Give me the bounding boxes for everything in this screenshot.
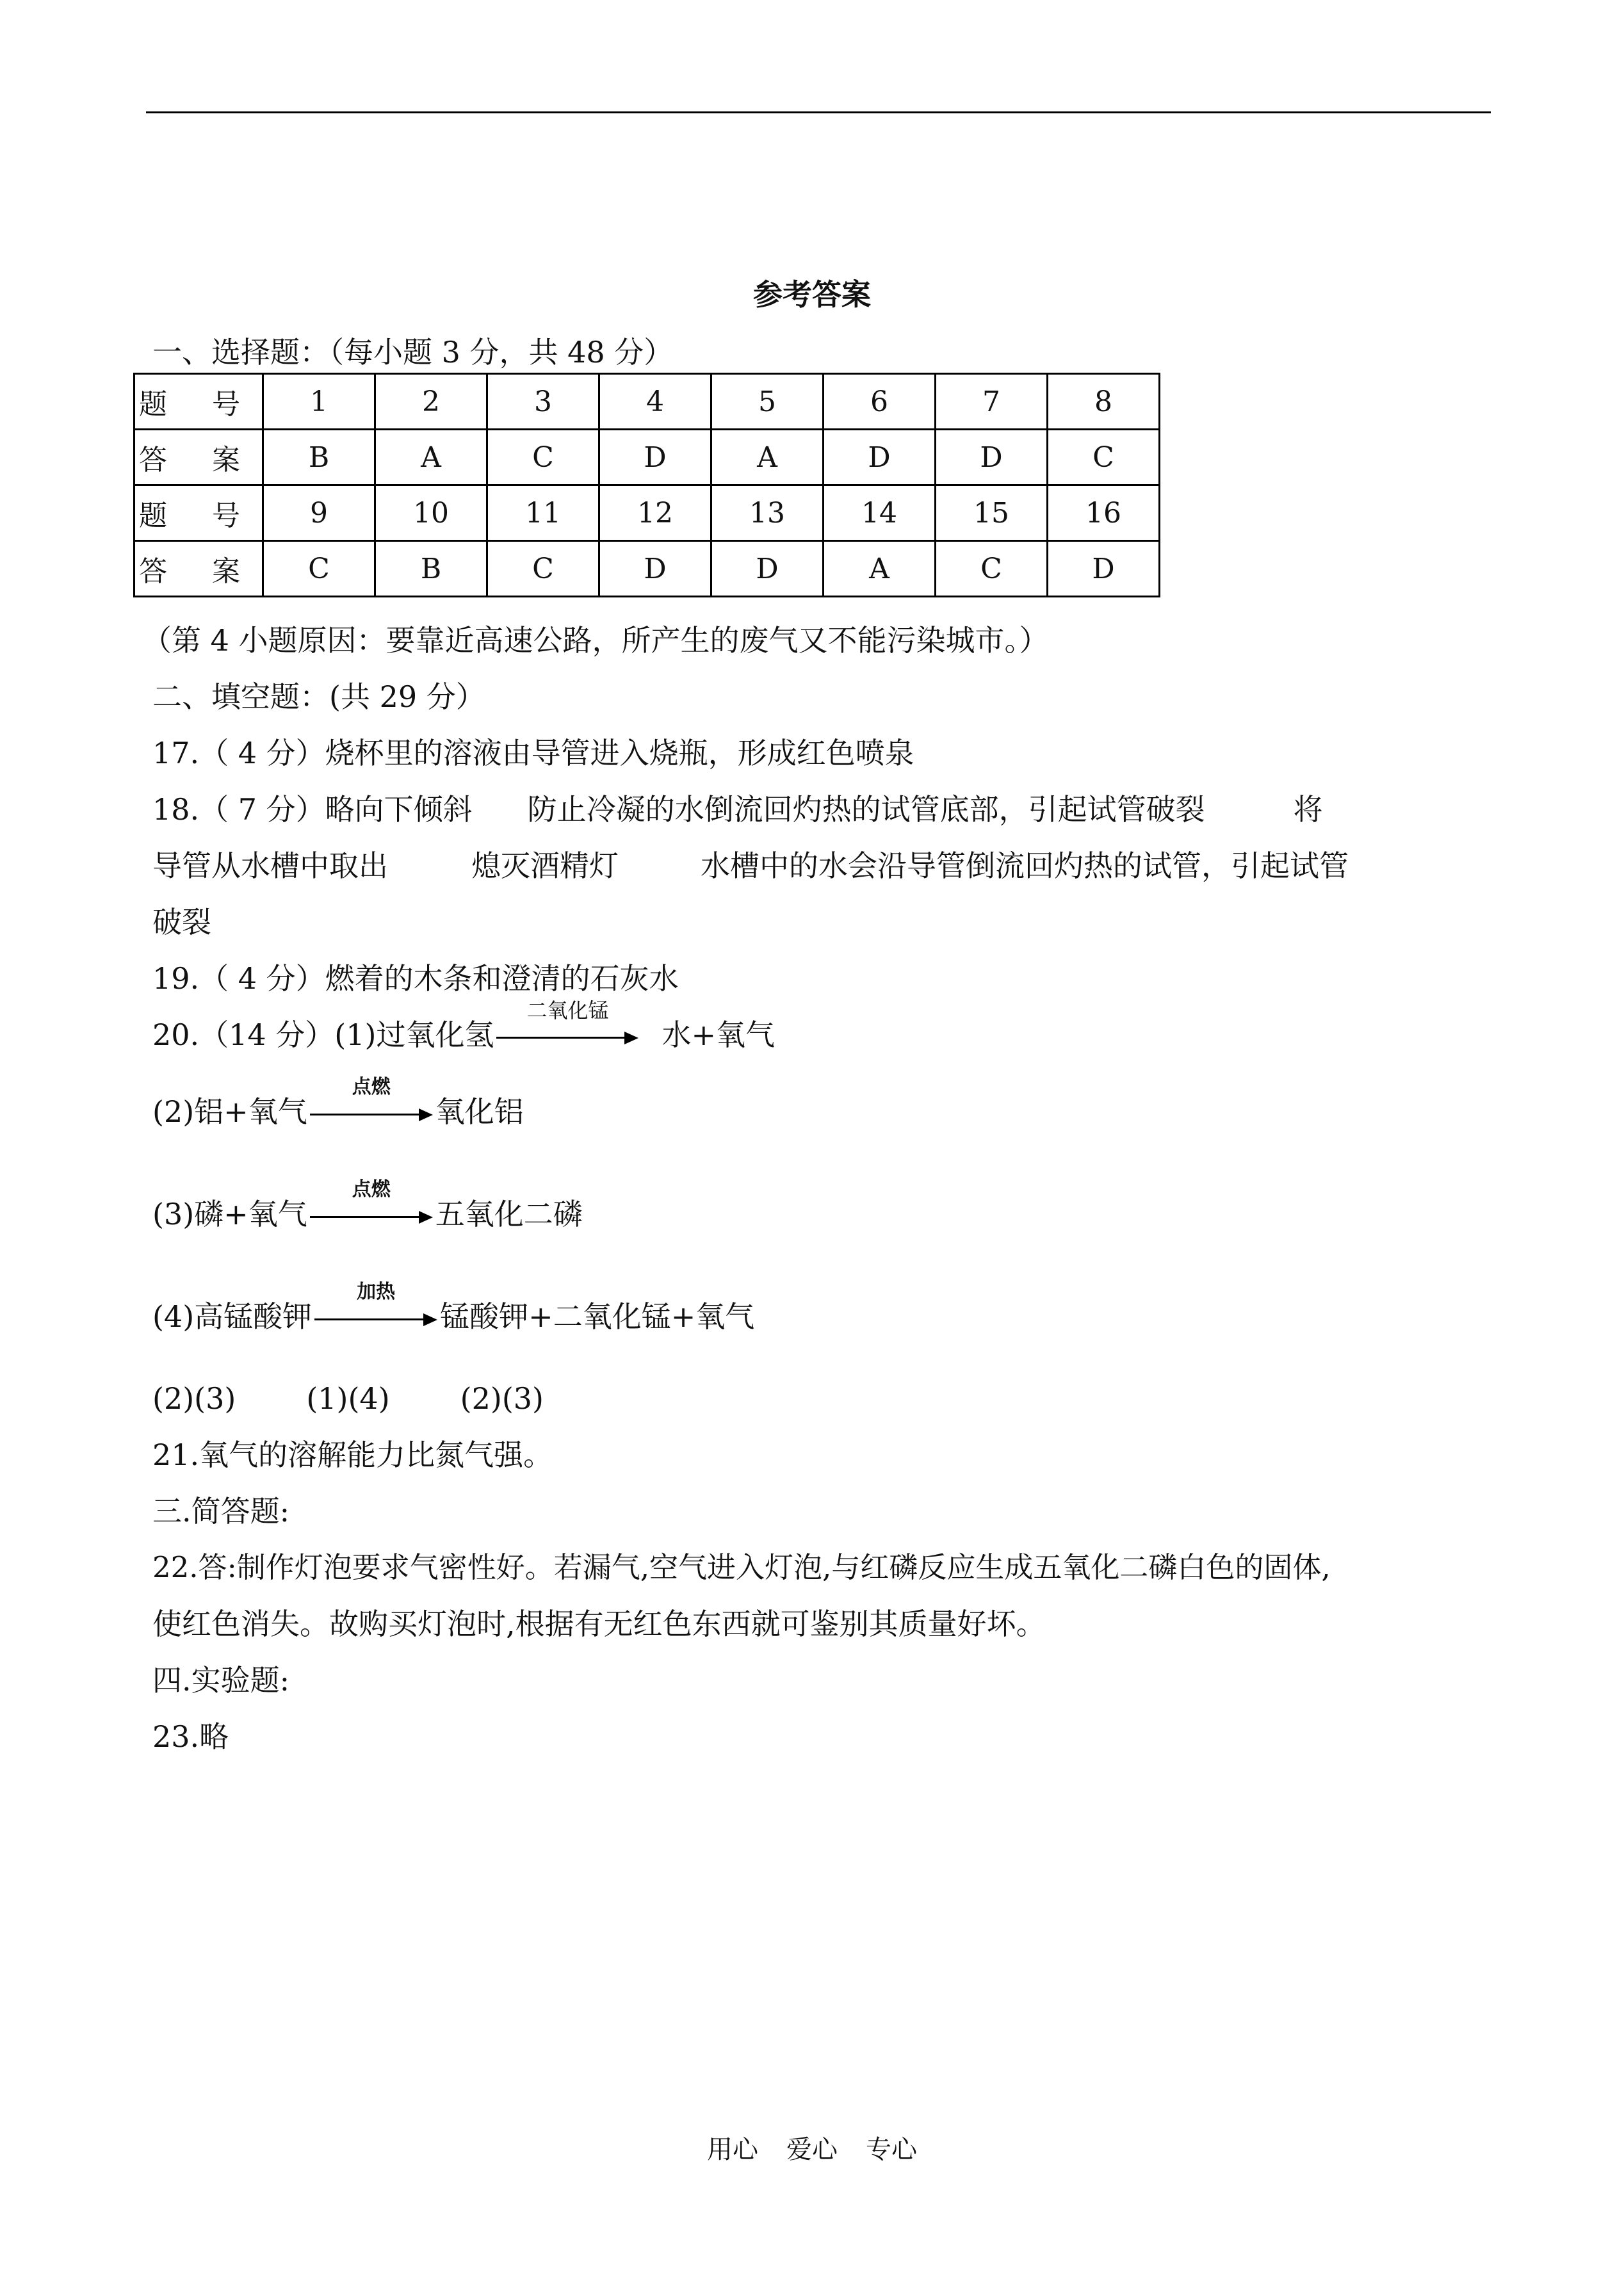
q20-1-reactant: 20.（14 分）(1)过氧化氢 [152,1018,494,1052]
table-cell: C [487,541,599,597]
q20-3-product: 五氧化二磷 [435,1197,583,1231]
q18-part: 将 [1293,792,1323,827]
table-cell: C [263,541,375,597]
q20-type: (1)(4) [306,1381,390,1416]
section2-heading: 二、填空题：(共 29 分） [152,679,485,714]
table-cell: C [936,541,1048,597]
reaction-arrow [312,1281,440,1336]
table-cell: A [824,541,936,597]
answer-q20-4 [152,1281,755,1336]
table-cell: A [711,430,824,485]
table-cell: 8 [1048,374,1160,430]
answer-q21: 21.氧气的溶解能力比氮气强。 [152,1438,553,1472]
reaction-arrow [307,1076,435,1131]
answer-q18-line3: 破裂 [152,905,211,939]
table-cell: B [375,541,487,597]
page-title: 参考答案 [753,277,871,312]
page-footer [0,2134,1624,2166]
reaction-condition: 点燃 [352,1076,391,1098]
q18-part: 18.（ 7 分）略向下倾斜 [152,792,473,827]
table-row [134,541,1160,597]
q18-part: 导管从水槽中取出 [152,848,388,883]
table-cell: 9 [263,485,375,541]
reaction-arrow [494,998,641,1054]
reaction-condition: 二氧化锰 [526,998,609,1023]
table-cell: D [711,541,824,597]
header-rule [146,111,1491,113]
table-cell: D [599,541,711,597]
table-row [134,430,1160,485]
q18-part: 熄灭酒精灯 [471,848,619,883]
answer-q18-line1 [152,790,1323,829]
section3-heading: 三.简答题: [152,1494,290,1529]
row-label: 题 号 [134,485,263,541]
table-cell: B [263,430,375,485]
q20-2-reactant: (2)铝+氧气 [152,1094,307,1129]
q18-part: 防止冷凝的水倒流回灼热的试管底部，引起试管破裂 [527,792,1205,827]
answer-q17: 17.（ 4 分）烧杯里的溶液由导管进入烧瓶，形成红色喷泉 [152,736,914,770]
table-cell: 16 [1048,485,1160,541]
q20-4-product: 锰酸钾+二氧化锰+氧气 [440,1299,755,1334]
table-cell: C [487,430,599,485]
table-cell: 10 [375,485,487,541]
q20-type: (2)(3) [152,1381,236,1416]
q20-3-reactant: (3)磷+氧气 [152,1197,307,1231]
row-label: 题 号 [134,374,263,430]
table-cell: D [1048,541,1160,597]
answer-q18-line2 [152,847,1349,885]
table-cell: C [1048,430,1160,485]
q18-part: 水槽中的水会沿导管倒流回灼热的试管，引起试管 [701,848,1349,883]
table-cell: D [599,430,711,485]
row-label: 答 案 [134,541,263,597]
section4-heading: 四.实验题: [152,1663,290,1698]
answer-q20-3 [152,1178,583,1233]
answer-q20-1 [152,998,775,1054]
footer-text: 爱心 [786,2135,838,2164]
table-row [134,374,1160,430]
table-cell: 13 [711,485,824,541]
q20-2-product: 氧化铝 [435,1094,524,1129]
answer-q20-types [152,1379,544,1418]
table-cell: D [824,430,936,485]
reaction-condition: 加热 [357,1281,396,1303]
reaction-condition: 点燃 [352,1178,391,1201]
table-cell: 14 [824,485,936,541]
section1-heading: 一、选择题：（每小题 3 分，共 48 分） [152,335,674,369]
table-cell: 4 [599,374,711,430]
table-cell: 1 [263,374,375,430]
q20-1-product: 水+氧气 [662,1018,775,1052]
table-cell: 2 [375,374,487,430]
q20-type: (2)(3) [460,1381,544,1416]
table-cell: D [936,430,1048,485]
answer-q23: 23.略 [152,1719,229,1754]
answer-q20-2 [152,1076,524,1131]
footer-text: 专心 [866,2135,917,2164]
reaction-arrow [307,1178,435,1233]
table-cell: 5 [711,374,824,430]
q20-4-reactant: (4)高锰酸钾 [152,1299,313,1334]
table-row [134,485,1160,541]
answer-q22-line2: 使红色消失。故购买灯泡时,根据有无红色东西就可鉴别其质量好坏。 [152,1607,1046,1641]
table-cell: 7 [936,374,1048,430]
table-cell: 11 [487,485,599,541]
answer-q19: 19.（ 4 分）燃着的木条和澄清的石灰水 [152,961,679,996]
footer-text: 用心 [707,2135,758,2164]
table-cell: 15 [936,485,1048,541]
table-cell: 6 [824,374,936,430]
row-label: 答 案 [134,430,263,485]
table-cell: 3 [487,374,599,430]
answer-table [133,373,1160,597]
table-cell: A [375,430,487,485]
table-cell: 12 [599,485,711,541]
q4-note: （第 4 小题原因：要靠近高速公路，所产生的废气又不能污染城市。） [142,623,1049,658]
answer-q22-line1: 22.答:制作灯泡要求气密性好。若漏气,空气进入灯泡,与红磷反应生成五氧化二磷白色的固体, [152,1550,1331,1584]
